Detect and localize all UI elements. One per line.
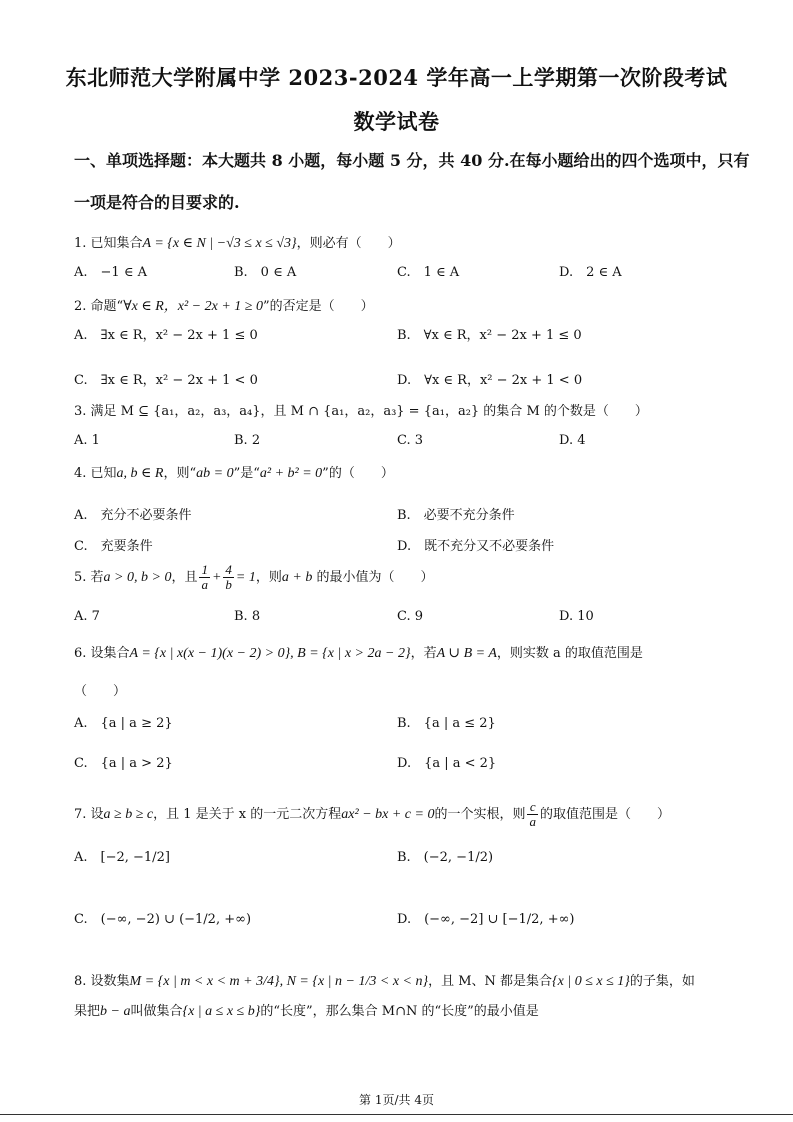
fraction-4-over-b: $\frac{4}{b}$ bbox=[225, 562, 232, 592]
q1-option-d: D. 2 ∈ A bbox=[559, 265, 622, 280]
q2-option-a: A. ∃x ∈ R，x² − 2x + 1 ≤ 0 bbox=[74, 328, 258, 343]
q7-option-c: C. (−∞, −2) ∪ (−1/2, +∞) bbox=[74, 912, 252, 927]
q7-option-a: A. [−2, −1/2] bbox=[74, 850, 170, 865]
q2-option-b: B. ∀x ∈ R，x² − 2x + 1 ≤ 0 bbox=[397, 328, 582, 343]
question-7-stem: 7. 设a ≥ b ≥ c，且 1 是关于 x 的一元二次方程ax² − bx + c = 0的一个实根，则 $\frac{c}{a}$ 的取值范围是（ ） bbox=[74, 799, 670, 829]
q5-option-b: B. 8 bbox=[234, 609, 261, 624]
q3-option-c: C. 3 bbox=[397, 433, 424, 448]
q5-option-d: D. 10 bbox=[559, 609, 594, 624]
q4-option-b: B. 必要不充分条件 bbox=[397, 508, 515, 523]
q5-option-c: C. 9 bbox=[397, 609, 424, 624]
q6-option-d: D. {a | a < 2} bbox=[397, 756, 497, 771]
q7-option-d: D. (−∞, −2] ∪ [−1/2, +∞) bbox=[397, 912, 575, 927]
q2-option-d: D. ∀x ∈ R，x² − 2x + 1 < 0 bbox=[397, 373, 583, 388]
fraction-1-over-a: $\frac{1}{a}$ bbox=[201, 562, 208, 592]
fraction-c-over-a: $\frac{c}{a}$ bbox=[529, 799, 536, 829]
question-6-stem-line2: （ ） bbox=[74, 684, 127, 699]
q6-option-b: B. {a | a ≤ 2} bbox=[397, 716, 496, 731]
question-1-stem: 1. 已知集合A = {x ∈ N | −√3 ≤ x ≤ √3}，则必有（ ） bbox=[74, 236, 401, 251]
q5-option-a: A. 7 bbox=[74, 609, 100, 624]
q4-option-a: A. 充分不必要条件 bbox=[74, 508, 192, 523]
q7-option-b: B. (−2, −1/2) bbox=[397, 850, 494, 865]
q6-option-c: C. {a | a > 2} bbox=[74, 756, 173, 771]
question-8-stem-line2: 果把b − a叫做集合{x | a ≤ x ≤ b}的“长度”，那么集合 M∩N 的“长度”的最小值是 bbox=[74, 1004, 539, 1019]
q2-option-c: C. ∃x ∈ R，x² − 2x + 1 < 0 bbox=[74, 373, 258, 388]
section-heading-line2: 一项是符合的目要求的. bbox=[74, 193, 240, 212]
q3-option-a: A. 1 bbox=[74, 433, 100, 448]
q6-option-a: A. {a | a ≥ 2} bbox=[74, 716, 173, 731]
question-6-stem: 6. 设集合A = {x | x(x − 1)(x − 2) > 0}, B = {x | x > 2a − 2}，若A ∪ B = A，则实数 a 的取值范围是 bbox=[74, 646, 643, 661]
question-2-stem: 2. 命题“∀x ∈ R，x² − 2x + 1 ≥ 0”的否定是（ ） bbox=[74, 299, 374, 314]
q1-option-c: C. 1 ∈ A bbox=[397, 265, 460, 280]
question-4-stem: 4. 已知a, b ∈ R，则“ab = 0”是“a² + b² = 0”的（ ） bbox=[74, 466, 394, 481]
bottom-rule bbox=[0, 1114, 793, 1115]
q1-option-a: A. −1 ∈ A bbox=[74, 265, 147, 280]
question-3-stem: 3. 满足 M ⊆ {a₁，a₂，a₃，a₄}，且 M ∩ {a₁，a₂，a₃} = {a₁，a₂} 的集合 M 的个数是（ ） bbox=[74, 404, 648, 419]
exam-subtitle: 数学试卷 bbox=[353, 109, 440, 134]
q4-option-d: D. 既不充分又不必要条件 bbox=[397, 539, 555, 554]
exam-title: 东北师范大学附属中学 2023-2024 学年高一上学期第一次阶段考试 bbox=[65, 65, 728, 90]
q3-option-b: B. 2 bbox=[234, 433, 261, 448]
page-number: 第 1页/共 4页 bbox=[359, 1093, 434, 1107]
q3-option-d: D. 4 bbox=[559, 433, 586, 448]
q4-option-c: C. 充要条件 bbox=[74, 539, 153, 554]
question-8-stem: 8. 设数集M = {x | m < x < m + 3/4}, N = {x | n − 1/3 < x < n}，且 M、N 都是集合{x | 0 ≤ x ≤ 1}的子集，如 bbox=[74, 974, 695, 989]
question-5-stem: 5. 若a > 0, b > 0，且 $\frac{1}{a}$ + $\frac{4}{b}$ = 1，则a + b 的最小值为（ ） bbox=[74, 562, 434, 592]
q1-option-b: B. 0 ∈ A bbox=[234, 265, 297, 280]
section-heading-line1: 一、单项选择题：本大题共 8 小题，每小题 5 分，共 40 分.在每小题给出的四个选项中，只有 bbox=[74, 151, 750, 170]
